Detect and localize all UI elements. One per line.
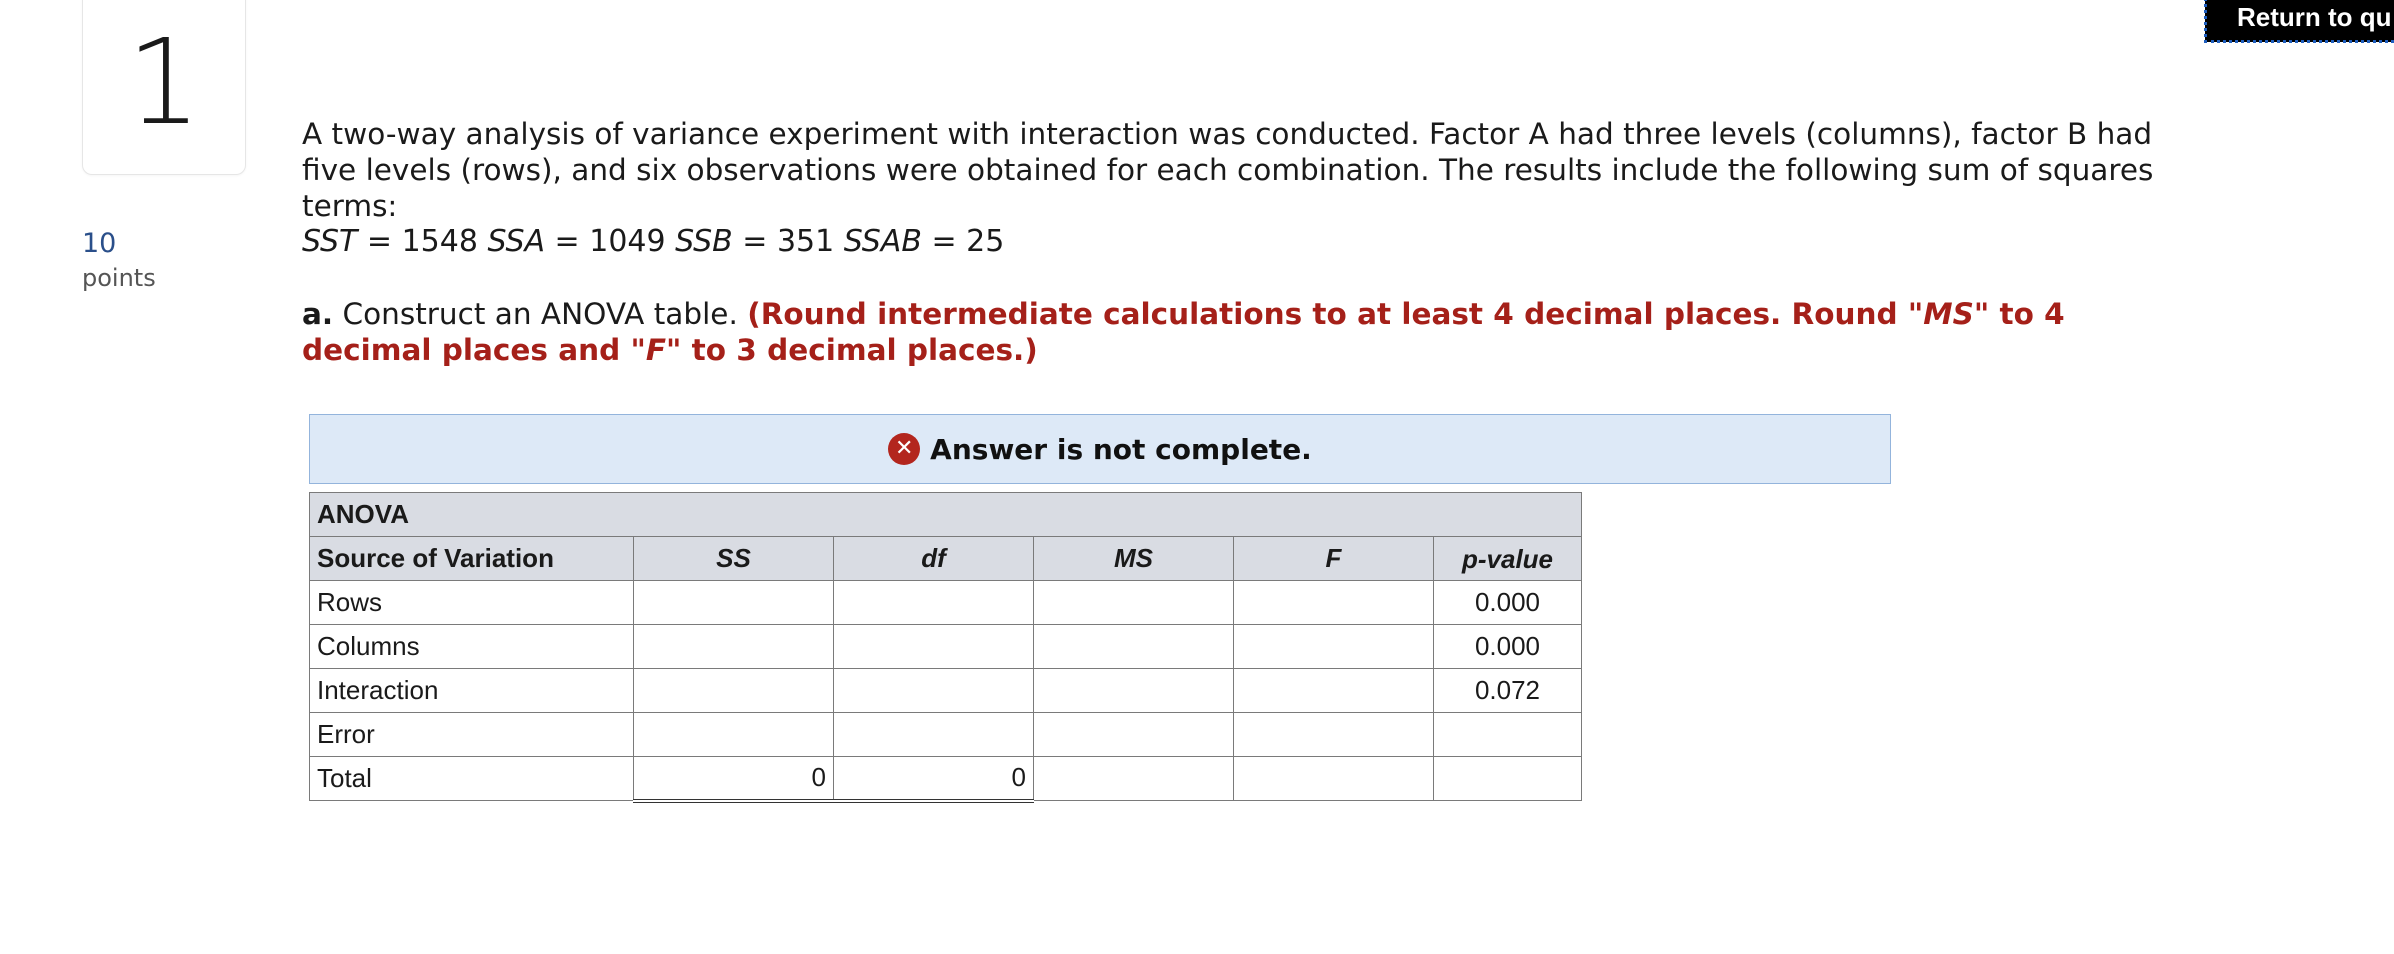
row-source: Columns <box>310 625 634 669</box>
p-value-cell: 0.000 <box>1434 625 1582 669</box>
f-total <box>1234 757 1434 801</box>
df-total: 0 <box>834 757 1034 801</box>
x-circle-icon: ✕ <box>888 433 920 465</box>
table-row <box>310 713 1582 757</box>
question-number-card <box>82 0 246 175</box>
ssb-label: SSB <box>675 224 733 259</box>
answer-status-banner <box>309 414 1891 484</box>
df-input[interactable] <box>834 625 1034 669</box>
ss-input[interactable] <box>634 625 834 669</box>
sum-of-squares-equation: SST = 1548 SSA = 1049 SSB = 351 SSAB = 25 <box>302 224 1005 259</box>
f-input[interactable] <box>1234 625 1434 669</box>
part-label: a. <box>302 297 334 331</box>
p-value-cell: 0.000 <box>1434 581 1582 625</box>
ss-input[interactable] <box>634 581 834 625</box>
header-ms: MS <box>1034 537 1234 581</box>
question-text: A two-way analysis of variance experiment with interaction was conducted. Factor A had three levels (columns), factor B had five levels (rows), and six observations were obtained for each combination. The results include the following sum of squares terms: <box>302 117 2154 223</box>
f-input[interactable] <box>1234 669 1434 713</box>
question-number: 1 <box>126 13 202 151</box>
f-input[interactable] <box>1234 581 1434 625</box>
table-row <box>310 625 1582 669</box>
ssab-value: 25 <box>966 224 1005 259</box>
instruction-text: Construct an ANOVA table. <box>342 297 738 331</box>
p-value-cell <box>1434 713 1582 757</box>
table-row-total <box>310 757 1582 801</box>
ssab-label: SSAB <box>843 224 922 259</box>
ssb-value: 351 <box>776 224 835 259</box>
df-input[interactable] <box>834 713 1034 757</box>
row-source: Error <box>310 713 634 757</box>
ms-input[interactable] <box>1034 581 1234 625</box>
answer-status-text: Answer is not complete. <box>930 432 1312 466</box>
sst-label: SST <box>302 224 358 259</box>
row-source: Interaction <box>310 669 634 713</box>
ssa-value: 1049 <box>589 224 666 259</box>
anova-table <box>309 492 1582 803</box>
table-row <box>310 581 1582 625</box>
ms-input[interactable] <box>1034 713 1234 757</box>
df-input[interactable] <box>834 669 1034 713</box>
points-label: points <box>82 264 156 292</box>
ms-input[interactable] <box>1034 669 1234 713</box>
row-source: Total <box>310 757 634 801</box>
table-row <box>310 669 1582 713</box>
rounding-note: (Round intermediate calculations to at least 4 decimal places. Round "MS" to 4 decimal places and "F" to 3 decimal places.) <box>302 297 2065 367</box>
f-input[interactable] <box>1234 713 1434 757</box>
header-ss: SS <box>634 537 834 581</box>
ssa-label: SSA <box>487 224 546 259</box>
row-source: Rows <box>310 581 634 625</box>
ss-input[interactable] <box>634 713 834 757</box>
ms-total <box>1034 757 1234 801</box>
return-to-question-button[interactable]: Return to qu <box>2205 0 2394 42</box>
ms-input[interactable] <box>1034 625 1234 669</box>
ss-total: 0 <box>634 757 834 801</box>
sst-value: 1548 <box>401 224 478 259</box>
p-value-cell: 0.072 <box>1434 669 1582 713</box>
ss-input[interactable] <box>634 669 834 713</box>
p-value-total <box>1434 757 1582 801</box>
points-value: 10 <box>82 228 117 259</box>
header-p-value: p-value <box>1434 537 1582 581</box>
df-input[interactable] <box>834 581 1034 625</box>
header-source: Source of Variation <box>310 537 634 581</box>
header-f: F <box>1234 537 1434 581</box>
header-df: df <box>834 537 1034 581</box>
anova-table-title: ANOVA <box>310 493 1582 537</box>
instruction <box>302 296 2202 368</box>
